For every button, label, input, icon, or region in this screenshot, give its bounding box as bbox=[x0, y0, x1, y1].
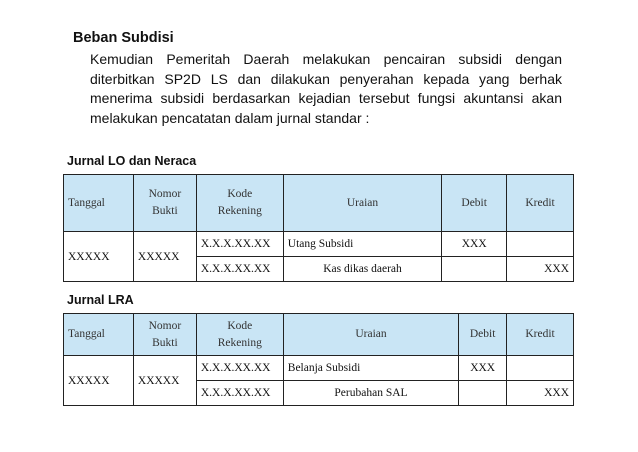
debit-cell bbox=[442, 257, 507, 282]
debit-cell: XXX bbox=[459, 356, 507, 381]
kredit-cell: XXX bbox=[507, 381, 574, 406]
header-kredit: Kredit bbox=[507, 314, 574, 356]
kredit-cell bbox=[507, 232, 574, 257]
kode-cell: X.X.X.XX.XX bbox=[196, 232, 283, 257]
kode-cell: X.X.X.XX.XX bbox=[196, 381, 283, 406]
uraian-cell: Perubahan SAL bbox=[283, 381, 458, 406]
debit-cell: XXX bbox=[442, 232, 507, 257]
header-debit: Debit bbox=[442, 175, 507, 232]
header-uraian: Uraian bbox=[283, 314, 458, 356]
uraian-cell: Utang Subsidi bbox=[283, 232, 441, 257]
header-nomor-bukti: Nomor Bukti bbox=[133, 175, 196, 232]
header-kode-rekening: Kode Rekening bbox=[196, 175, 283, 232]
kredit-cell: XXX bbox=[507, 257, 574, 282]
uraian-cell: Belanja Subsidi bbox=[283, 356, 458, 381]
jurnal-lo-title: Jurnal LO dan Neraca bbox=[67, 154, 197, 168]
table-row bbox=[64, 232, 574, 257]
header-nomor-bukti: Nomor Bukti bbox=[133, 314, 196, 356]
nomor-bukti-cell: XXXXX bbox=[133, 356, 196, 406]
table-header-row bbox=[64, 175, 574, 232]
jurnal-lo-table bbox=[63, 174, 574, 282]
jurnal-lra-table bbox=[63, 313, 574, 406]
header-tanggal: Tanggal bbox=[64, 175, 134, 232]
kode-cell: X.X.X.XX.XX bbox=[196, 257, 283, 282]
header-tanggal: Tanggal bbox=[64, 314, 134, 356]
tanggal-cell: XXXXX bbox=[64, 232, 134, 282]
description-paragraph: Kemudian Pemeritah Daerah melakukan pencairan subsidi dengan diterbitkan SP2D LS dan dilakukan penyerahan kepada yang berhak menerima subsidi berdasarkan kejadian tersebut fungsi akuntansi akan melakukan pencatatan dalam jurnal standar : bbox=[90, 51, 562, 126]
table-header-row bbox=[64, 314, 574, 356]
header-debit: Debit bbox=[459, 314, 507, 356]
tanggal-cell: XXXXX bbox=[64, 356, 134, 406]
header-kode-rekening: Kode Rekening bbox=[196, 314, 283, 356]
header-uraian: Uraian bbox=[283, 175, 441, 232]
kredit-cell bbox=[507, 356, 574, 381]
header-kredit: Kredit bbox=[507, 175, 574, 232]
uraian-cell: Kas dikas daerah bbox=[283, 257, 441, 282]
debit-cell bbox=[459, 381, 507, 406]
section-heading: Beban Subdisi bbox=[73, 30, 174, 46]
jurnal-lra-title: Jurnal LRA bbox=[67, 293, 134, 307]
nomor-bukti-cell: XXXXX bbox=[133, 232, 196, 282]
kode-cell: X.X.X.XX.XX bbox=[196, 356, 283, 381]
table-row bbox=[64, 356, 574, 381]
